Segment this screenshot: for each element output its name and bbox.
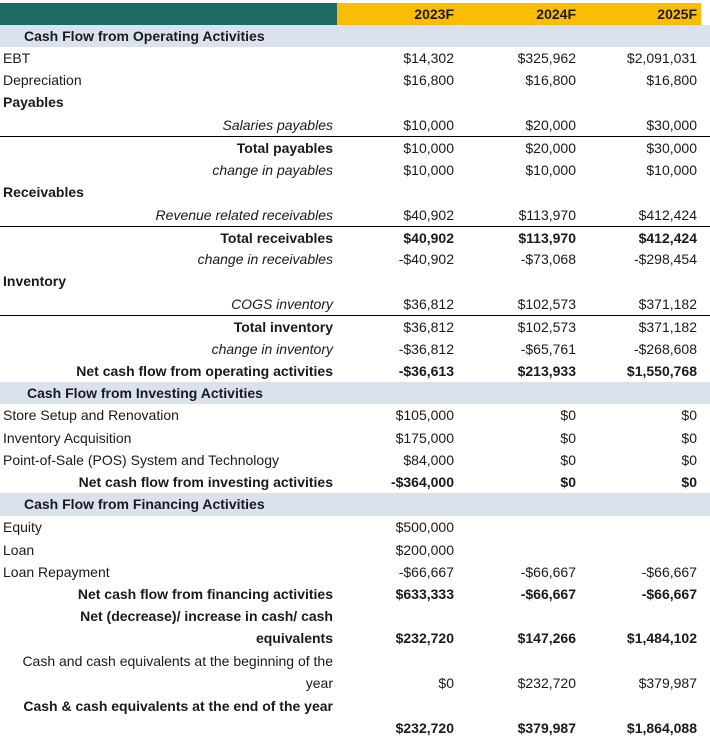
row-label[interactable]: Cash and cash equivalents at the beginning of the year (22, 653, 333, 691)
value-2024[interactable]: $102,573 (517, 296, 576, 312)
row-heading[interactable]: Payables (3, 94, 64, 110)
value-2023[interactable]: -$66,667 (398, 564, 454, 580)
value-2024[interactable]: $232,720 (517, 675, 576, 691)
value-2025[interactable]: $0 (681, 474, 697, 490)
value-2023[interactable]: $232,720 (395, 630, 454, 646)
change-inventory-row (0, 338, 710, 360)
inventory-acquisition-row (0, 427, 710, 449)
empty-cell[interactable] (337, 493, 458, 516)
value-2024[interactable]: $16,800 (525, 72, 576, 88)
receivables-heading-row (0, 181, 710, 204)
value-2024[interactable] (458, 516, 580, 539)
inventory-heading-row (0, 270, 710, 293)
depreciation-row (0, 69, 710, 91)
value-2025[interactable]: -$268,608 (633, 341, 697, 357)
value-2023[interactable]: -$40,902 (398, 251, 454, 267)
value-2024[interactable]: $379,987 (517, 720, 576, 736)
value-2025[interactable]: $1,864,088 (626, 720, 697, 736)
value-2025[interactable] (580, 539, 701, 561)
value-2023[interactable]: $0 (438, 675, 454, 691)
row-heading[interactable]: Inventory (3, 273, 67, 289)
value-2024[interactable]: $113,970 (518, 207, 576, 223)
change-receivables-row (0, 248, 710, 270)
header-2024[interactable]: 2024F (458, 3, 580, 25)
row-label[interactable]: Inventory Acquisition (3, 430, 132, 446)
row-label[interactable]: change in receivables (197, 251, 333, 267)
operating-title[interactable]: Cash Flow from Operating Activities (24, 28, 265, 44)
header-row (0, 3, 710, 25)
ebt-row (0, 47, 710, 69)
row-label[interactable]: Net (decrease)/ increase in cash/ cash equivalents (80, 608, 333, 646)
row-label[interactable]: COGS inventory (231, 296, 333, 312)
value-2025[interactable]: $2,091,031 (626, 50, 697, 66)
value-2024[interactable]: -$65,761 (520, 341, 576, 357)
row-label[interactable]: Cash & cash equivalents at the end of the year (23, 698, 333, 714)
empty-cell[interactable] (458, 382, 580, 404)
cogs-inventory-row (0, 293, 710, 315)
value-2025[interactable]: $0 (681, 430, 697, 446)
revenue-receivables-row (0, 204, 710, 226)
value-2024[interactable]: $20,000 (525, 140, 576, 156)
loan-repayment-row (0, 561, 710, 583)
store-setup-row (0, 404, 710, 427)
value-2024[interactable]: -$66,667 (520, 564, 576, 580)
value-2023[interactable]: $10,000 (403, 140, 454, 156)
header-2023[interactable]: 2023F (337, 3, 458, 25)
pos-system-row (0, 449, 710, 471)
value-2025[interactable]: $412,424 (638, 230, 697, 246)
loan-row (0, 539, 710, 561)
value-2023[interactable]: $232,720 (395, 720, 454, 736)
financing-section-header (0, 493, 710, 516)
row-label[interactable]: Revenue related receivables (155, 207, 333, 223)
value-2024[interactable]: $213,933 (517, 363, 576, 379)
value-2025[interactable]: $1,484,102 (626, 630, 697, 646)
value-2025[interactable]: $10,000 (646, 162, 697, 178)
header-label-cell[interactable] (0, 3, 337, 25)
row-label[interactable]: Total payables (236, 140, 333, 156)
total-receivables-row (0, 226, 710, 249)
value-2023[interactable]: $633,333 (395, 586, 454, 602)
value-2023[interactable]: -$36,812 (398, 341, 454, 357)
value-2025[interactable]: $30,000 (646, 140, 697, 156)
net-financing-row (0, 583, 710, 605)
financing-title[interactable]: Cash Flow from Financing Activities (24, 496, 265, 512)
value-2023[interactable]: -$364,000 (390, 474, 454, 490)
value-2024[interactable]: $20,000 (525, 117, 576, 133)
value-2023[interactable]: $16,800 (403, 72, 454, 88)
value-2023[interactable]: $84,000 (403, 452, 454, 468)
value-2024[interactable]: $325,962 (517, 50, 576, 66)
value-2023[interactable]: $14,302 (403, 50, 454, 66)
value-2024[interactable]: -$66,667 (520, 586, 576, 602)
row-label[interactable]: Equity (3, 519, 42, 535)
value-2023[interactable]: $175,000 (395, 430, 454, 446)
value-2023[interactable]: -$36,613 (398, 363, 454, 379)
value-2025[interactable]: $1,550,768 (626, 363, 697, 379)
value-2024[interactable]: $102,573 (517, 319, 576, 335)
header-2025[interactable]: 2025F (580, 3, 701, 25)
value-2025[interactable]: $371,182 (638, 296, 697, 312)
row-label[interactable]: Point-of-Sale (POS) System and Technology (3, 452, 279, 468)
value-2025[interactable]: -$66,667 (641, 564, 697, 580)
row-label[interactable]: Salaries payables (222, 117, 333, 133)
value-2023[interactable]: $500,000 (395, 519, 454, 535)
net-investing-row (0, 471, 710, 493)
empty-cell[interactable] (337, 25, 458, 47)
value-2024[interactable]: $10,000 (525, 162, 576, 178)
value-2024[interactable]: $0 (560, 474, 576, 490)
value-2023[interactable]: $40,902 (403, 207, 454, 223)
investing-title[interactable]: Cash Flow from Investing Activities (27, 385, 263, 401)
change-payables-row (0, 159, 710, 181)
net-operating-row (0, 360, 710, 382)
value-2024[interactable]: $0 (560, 430, 576, 446)
row-label[interactable]: Total inventory (233, 319, 333, 335)
row-label[interactable]: Net cash flow from financing activities (77, 586, 333, 602)
investing-section-header (0, 382, 710, 404)
value-2025[interactable]: $371,182 (638, 319, 697, 335)
value-2023[interactable]: $36,812 (403, 319, 454, 335)
value-2023[interactable]: $10,000 (403, 162, 454, 178)
row-label[interactable]: Store Setup and Renovation (3, 407, 179, 423)
value-2025[interactable]: -$66,667 (641, 586, 697, 602)
row-label[interactable]: change in inventory (211, 341, 333, 357)
salaries-payables-row (0, 114, 710, 137)
row-label[interactable]: Net cash flow from investing activities (78, 474, 333, 490)
value-2023[interactable]: $200,000 (395, 542, 454, 558)
equity-row (0, 516, 710, 539)
value-2025[interactable]: $16,800 (646, 72, 697, 88)
value-2024[interactable]: $113,970 (518, 230, 576, 246)
value-2025[interactable]: $0 (681, 452, 697, 468)
value-2024[interactable]: $0 (560, 407, 576, 423)
value-2025[interactable]: $30,000 (646, 117, 697, 133)
payables-heading-row (0, 91, 710, 114)
empty-cell[interactable] (458, 493, 580, 516)
row-label[interactable]: Net cash flow from operating activities (76, 363, 333, 379)
value-2025[interactable]: $0 (681, 407, 697, 423)
value-2024[interactable]: $0 (560, 452, 576, 468)
value-2024[interactable]: $147,266 (517, 630, 576, 646)
value-2023[interactable]: $36,812 (403, 296, 454, 312)
value-2025[interactable]: $412,424 (638, 207, 697, 223)
operating-section-header (0, 25, 710, 47)
net-change-cash-row (0, 605, 710, 650)
empty-cell[interactable] (337, 382, 458, 404)
row-heading[interactable]: Receivables (3, 184, 84, 200)
empty-cell[interactable] (580, 25, 701, 47)
value-2023[interactable]: $10,000 (403, 117, 454, 133)
total-payables-row (0, 136, 710, 159)
row-label[interactable]: Loan (3, 542, 35, 558)
row-label[interactable]: Loan Repayment (3, 564, 110, 580)
value-2025[interactable]: -$298,454 (633, 251, 697, 267)
empty-cell[interactable] (580, 493, 701, 516)
row-label[interactable]: change in payables (212, 162, 333, 178)
value-2024[interactable] (458, 539, 580, 561)
cash-end-row (0, 695, 710, 740)
value-2023[interactable]: $105,000 (395, 407, 454, 423)
value-2024[interactable]: -$73,068 (520, 251, 576, 267)
row-label[interactable]: EBT (3, 50, 31, 66)
cash-beginning-row (0, 650, 710, 695)
value-2025[interactable] (580, 516, 701, 539)
empty-cell[interactable] (580, 382, 701, 404)
row-label[interactable]: Total receivables (220, 230, 333, 246)
value-2025[interactable]: $379,987 (638, 675, 697, 691)
row-label[interactable]: Depreciation (3, 72, 82, 88)
empty-cell[interactable] (458, 25, 580, 47)
value-2023[interactable]: $40,902 (403, 230, 454, 246)
total-inventory-row (0, 315, 710, 338)
